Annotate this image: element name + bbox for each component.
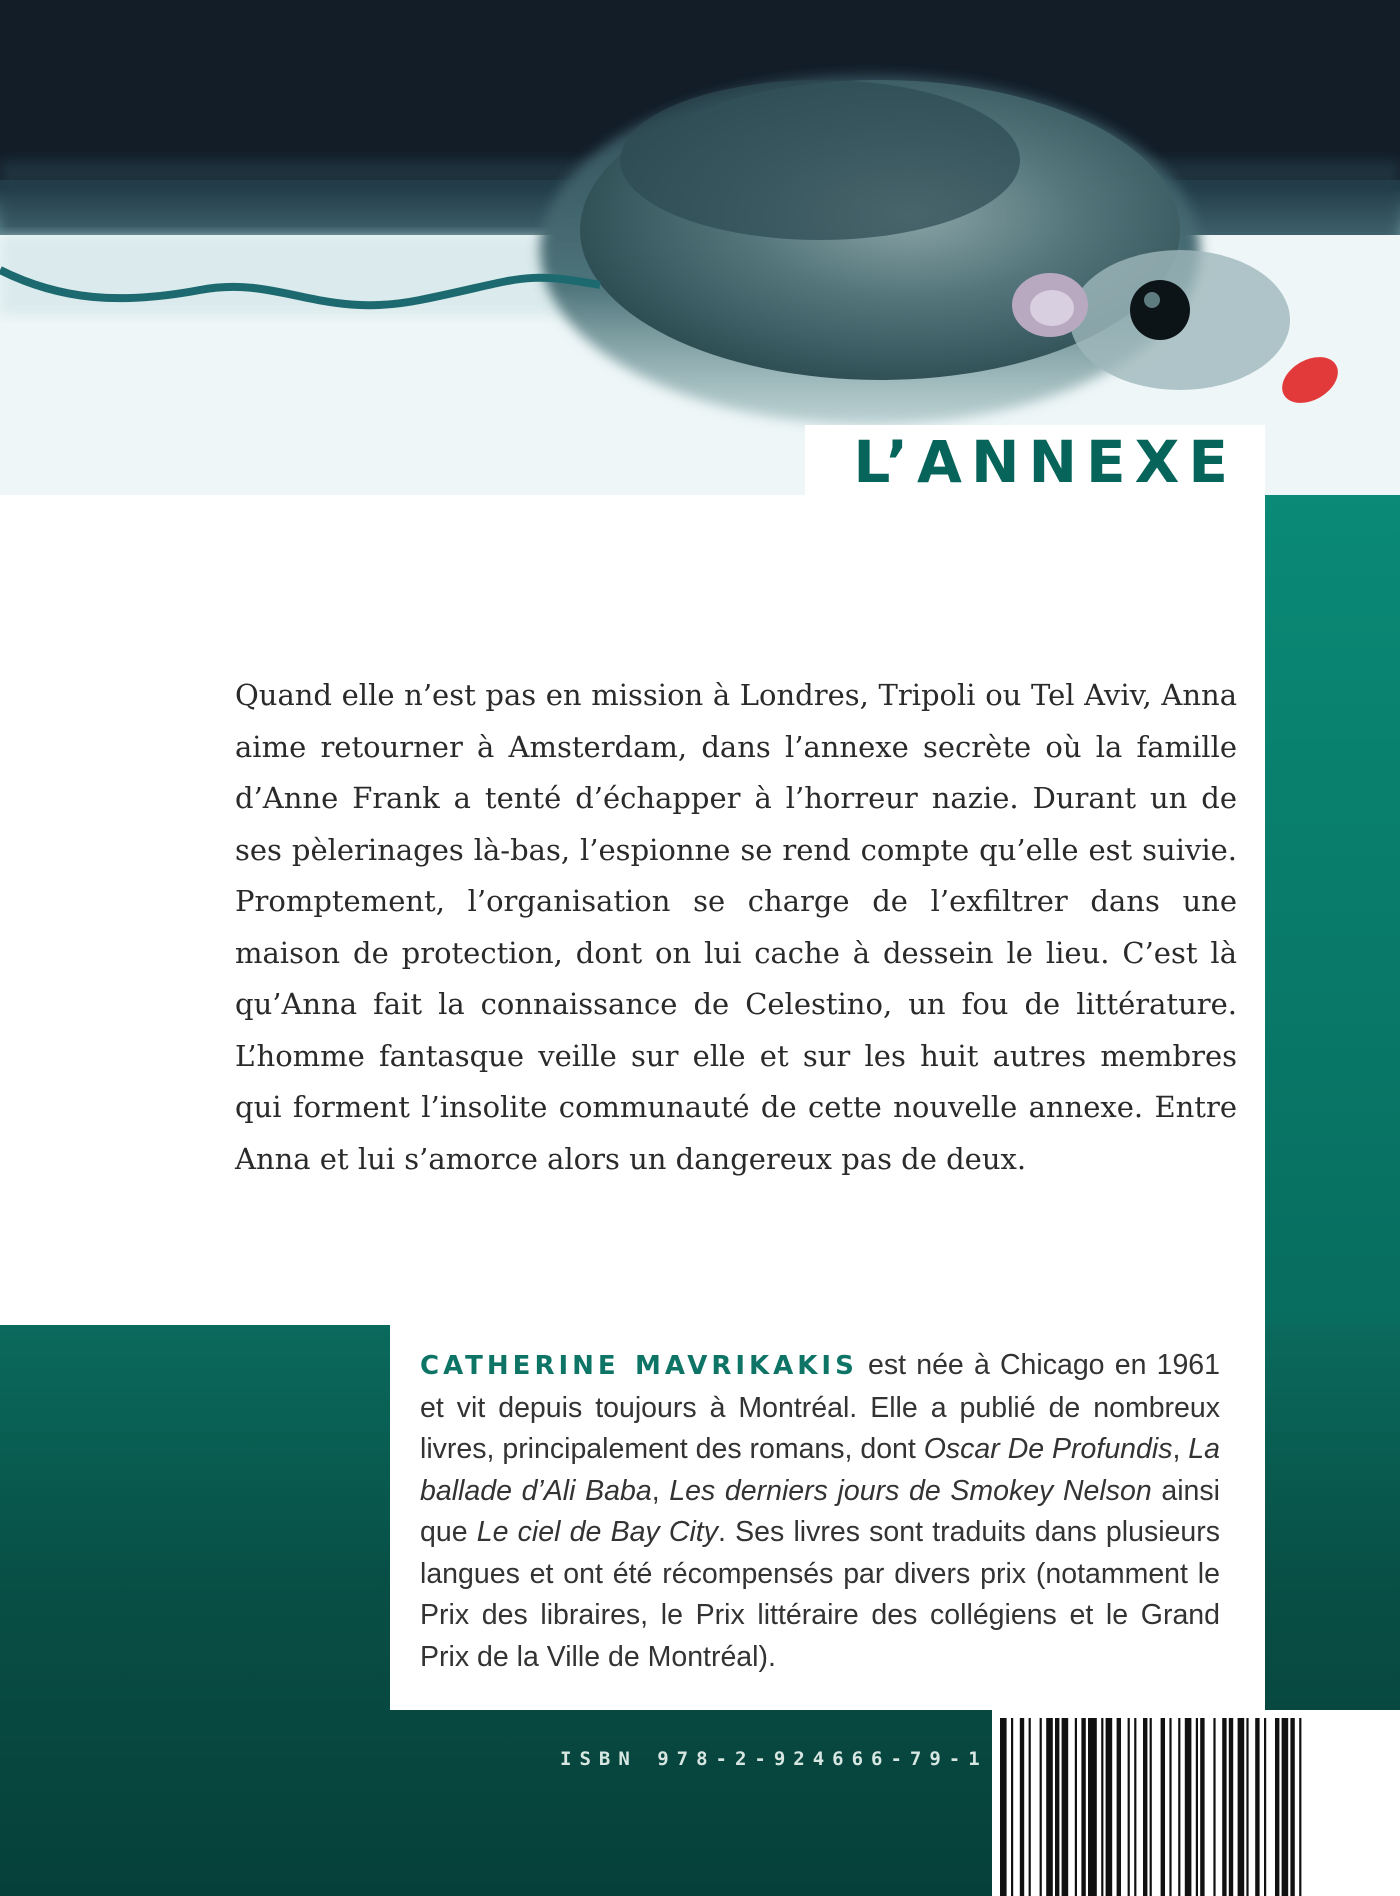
barcode-bar (1255, 1718, 1259, 1896)
cover-photo-mouse (0, 0, 1400, 495)
barcode-bar (1040, 1718, 1042, 1896)
barcode-bar (1264, 1718, 1266, 1896)
barcode-bar (1200, 1718, 1204, 1896)
title-box (805, 425, 1265, 495)
barcode-bar (1143, 1718, 1147, 1896)
author-bio-box (390, 1325, 1265, 1710)
barcode-bar (1046, 1718, 1053, 1896)
barcode-bar (1213, 1718, 1215, 1896)
toy-mouse-illustration (0, 0, 1400, 495)
isbn-number: ISBN 978-2-924666-79-1 (560, 1748, 988, 1770)
barcode-bar (1229, 1718, 1233, 1896)
barcode-bar (1117, 1718, 1121, 1896)
book-title: L’ANNEXE (853, 428, 1237, 496)
barcode-bar (1088, 1718, 1097, 1896)
barcode-bar (1196, 1718, 1198, 1896)
book-reference: Le ciel de Bay City (476, 1516, 718, 1548)
barcode-bar (1222, 1718, 1226, 1896)
barcode-bar (1275, 1718, 1279, 1896)
barcode-bar (1161, 1718, 1165, 1896)
book-reference: Oscar De Profundis (923, 1433, 1173, 1465)
barcode-bar (1299, 1718, 1301, 1896)
barcode-bar (1000, 1718, 1007, 1896)
barcode-bar (1238, 1718, 1245, 1896)
barcode-bar (1246, 1718, 1248, 1896)
author-name: CATHERINE MAVRIKAKIS (420, 1351, 858, 1381)
mouse-eye (1130, 280, 1190, 340)
synopsis-text: Quand elle n’est pas en mission à Londres, Tripoli ou Tel Aviv, Anna aime retourner à Amsterdam, dans l’annexe secrète où la famille d’Anne Frank a tenté d’échapper à l’horreur nazie. Durant un de ses pèlerinages là-bas, l’espionne se rend compte qu’elle est suivie. Promptement, l’organisation se charge de l’exfiltrer dans une maison de protection, dont on lui cache à dessein le lieu. C’est là qu’Anna fait la connaissance de Celestino, un fou de littérature. L’homme fantasque veille sur elle et sur les huit autres membres qui forment l’insolite communauté de cette nouvelle annexe. Entre Anna et lui s’amorce alors un dangereux pas de deux. (235, 678, 1237, 1176)
book-reference: La ballade d’Ali Baba (420, 1433, 1220, 1507)
barcode-bar (1185, 1718, 1192, 1896)
barcode-bar (1134, 1718, 1136, 1896)
barcode-bar (1029, 1718, 1031, 1896)
book-reference: Les derniers jours de Smokey Nelson (669, 1474, 1152, 1507)
barcode-bar (1075, 1718, 1077, 1896)
barcode-bar (1169, 1718, 1171, 1896)
barcode-bar (1101, 1718, 1103, 1896)
barcode-bar (1290, 1718, 1294, 1896)
barcode-bar (1020, 1718, 1024, 1896)
author-bio: CATHERINE MAVRIKAKIS est née à Chicago en 1961 et vit depuis toujours à Montréal. Elle a publié de nombreux livres, principalement des romans, dont Oscar De Profundis, La ballade d’Ali Baba, Les derniers jours de Smokey Nelson ainsi que Le ciel de Bay City. Ses livres sont traduits dans plusieurs langues et ont été récompensés par divers prix (notamment le Prix des libraires, le Prix littéraire des collégiens et le Grand Prix de la Ville de Montréal). (420, 1349, 1220, 1673)
barcode (992, 1710, 1400, 1896)
barcode-bar (1106, 1718, 1113, 1896)
barcode-bar (1062, 1718, 1069, 1896)
barcode-bar (1081, 1718, 1085, 1896)
barcode-bar (1178, 1718, 1180, 1896)
barcode-bar (1150, 1718, 1152, 1896)
barcode-bar (1128, 1718, 1130, 1896)
barcode-bar (1282, 1718, 1289, 1896)
barcode-bar (1055, 1718, 1059, 1896)
barcode-bar (1011, 1718, 1013, 1896)
barcode-bars (992, 1710, 1400, 1896)
